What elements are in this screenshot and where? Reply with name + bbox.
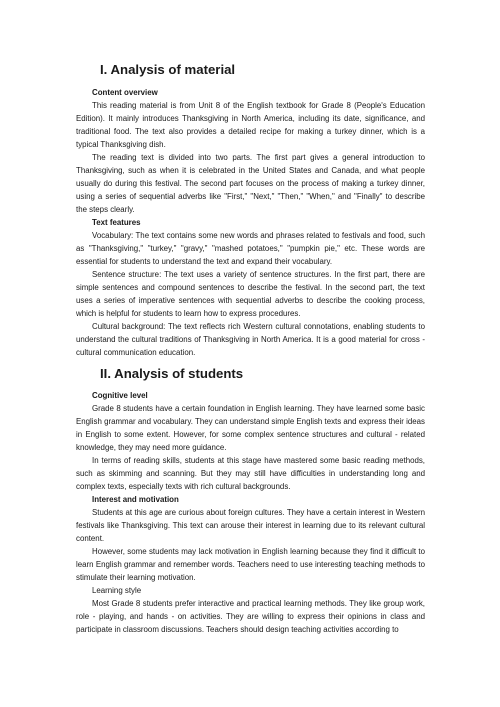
paragraph: Students at this age are curious about foreign cultures. They have a certain interest in Western festivals like Thanksgiving. This text can arouse their interest in learning due to its relevant cultural content. <box>76 508 425 543</box>
paragraph: In terms of reading skills, students at this stage have mastered some basic reading methods, such as skimming and scanning. But they may still have difficulties in understanding long and complex texts, especially texts with rich cultural backgrounds. <box>76 456 425 491</box>
subheading-cognitive-level: Cognitive level <box>92 391 148 400</box>
subheading-learning-style: Learning style <box>92 586 142 595</box>
paragraph: Grade 8 students have a certain foundation in English learning. They have learned some basic English grammar and vocabulary. They can understand simple English texts and express their ideas in English to some extent. However, for some complex sentence structures and cultural - related knowledge, they may need more guidance. <box>76 404 425 452</box>
subheading-content-overview: Content overview <box>92 88 158 97</box>
document-page <box>76 62 425 636</box>
paragraph: Most Grade 8 students prefer interactive and practical learning methods. They like group work, role - playing, and hands - on activities. They are willing to express their opinions in class and participate in classroom discussions. Teachers should design teaching activities according to <box>76 599 425 634</box>
section-heading-students: II. Analysis of students <box>100 366 244 381</box>
section-heading-material: I. Analysis of material <box>100 62 236 77</box>
subheading-text-features: Text features <box>92 218 141 227</box>
paragraph: This reading material is from Unit 8 of the English textbook for Grade 8 (People's Education Edition). It mainly introduces Thanksgiving in North America, including its date, significance, and traditional food. The text also provides a detailed recipe for making a turkey dinner, which is a typical Thanksgiving dish. <box>76 101 425 149</box>
paragraph: Cultural background: The text reflects rich Western cultural connotations, enabling students to understand the cultural traditions of Thanksgiving in North America. It is a good material for cross - cultural communication education. <box>76 322 425 357</box>
subheading-interest-motivation: Interest and motivation <box>92 495 179 504</box>
paragraph: However, some students may lack motivation in English learning because they find it difficult to learn English grammar and remember words. Teachers need to use interesting teaching methods to stimulate their learning motivation. <box>76 547 425 582</box>
paragraph: Sentence structure: The text uses a variety of sentence structures. In the first part, there are simple sentences and compound sentences to describe the festival. In the second part, the text uses a series of imperative sentences with sequential adverbs to describe the cooking process, which is helpful for students to learn how to express procedures. <box>76 270 425 318</box>
paragraph: The reading text is divided into two parts. The first part gives a general introduction to Thanksgiving, such as when it is celebrated in the United States and Canada, and what people usually do during this festival. The second part focuses on the process of making a turkey dinner, using a series of sequential adverbs like "First," "Next," "Then," "When," and "Finally" to describe the steps clearly. <box>76 153 425 214</box>
paragraph: Vocabulary: The text contains some new words and phrases related to festivals and food, such as "Thanksgiving," "turkey," "gravy," "mashed potatoes," "pumpkin pie," etc. These words are essential for students to understand the text and expand their vocabulary. <box>76 231 425 266</box>
